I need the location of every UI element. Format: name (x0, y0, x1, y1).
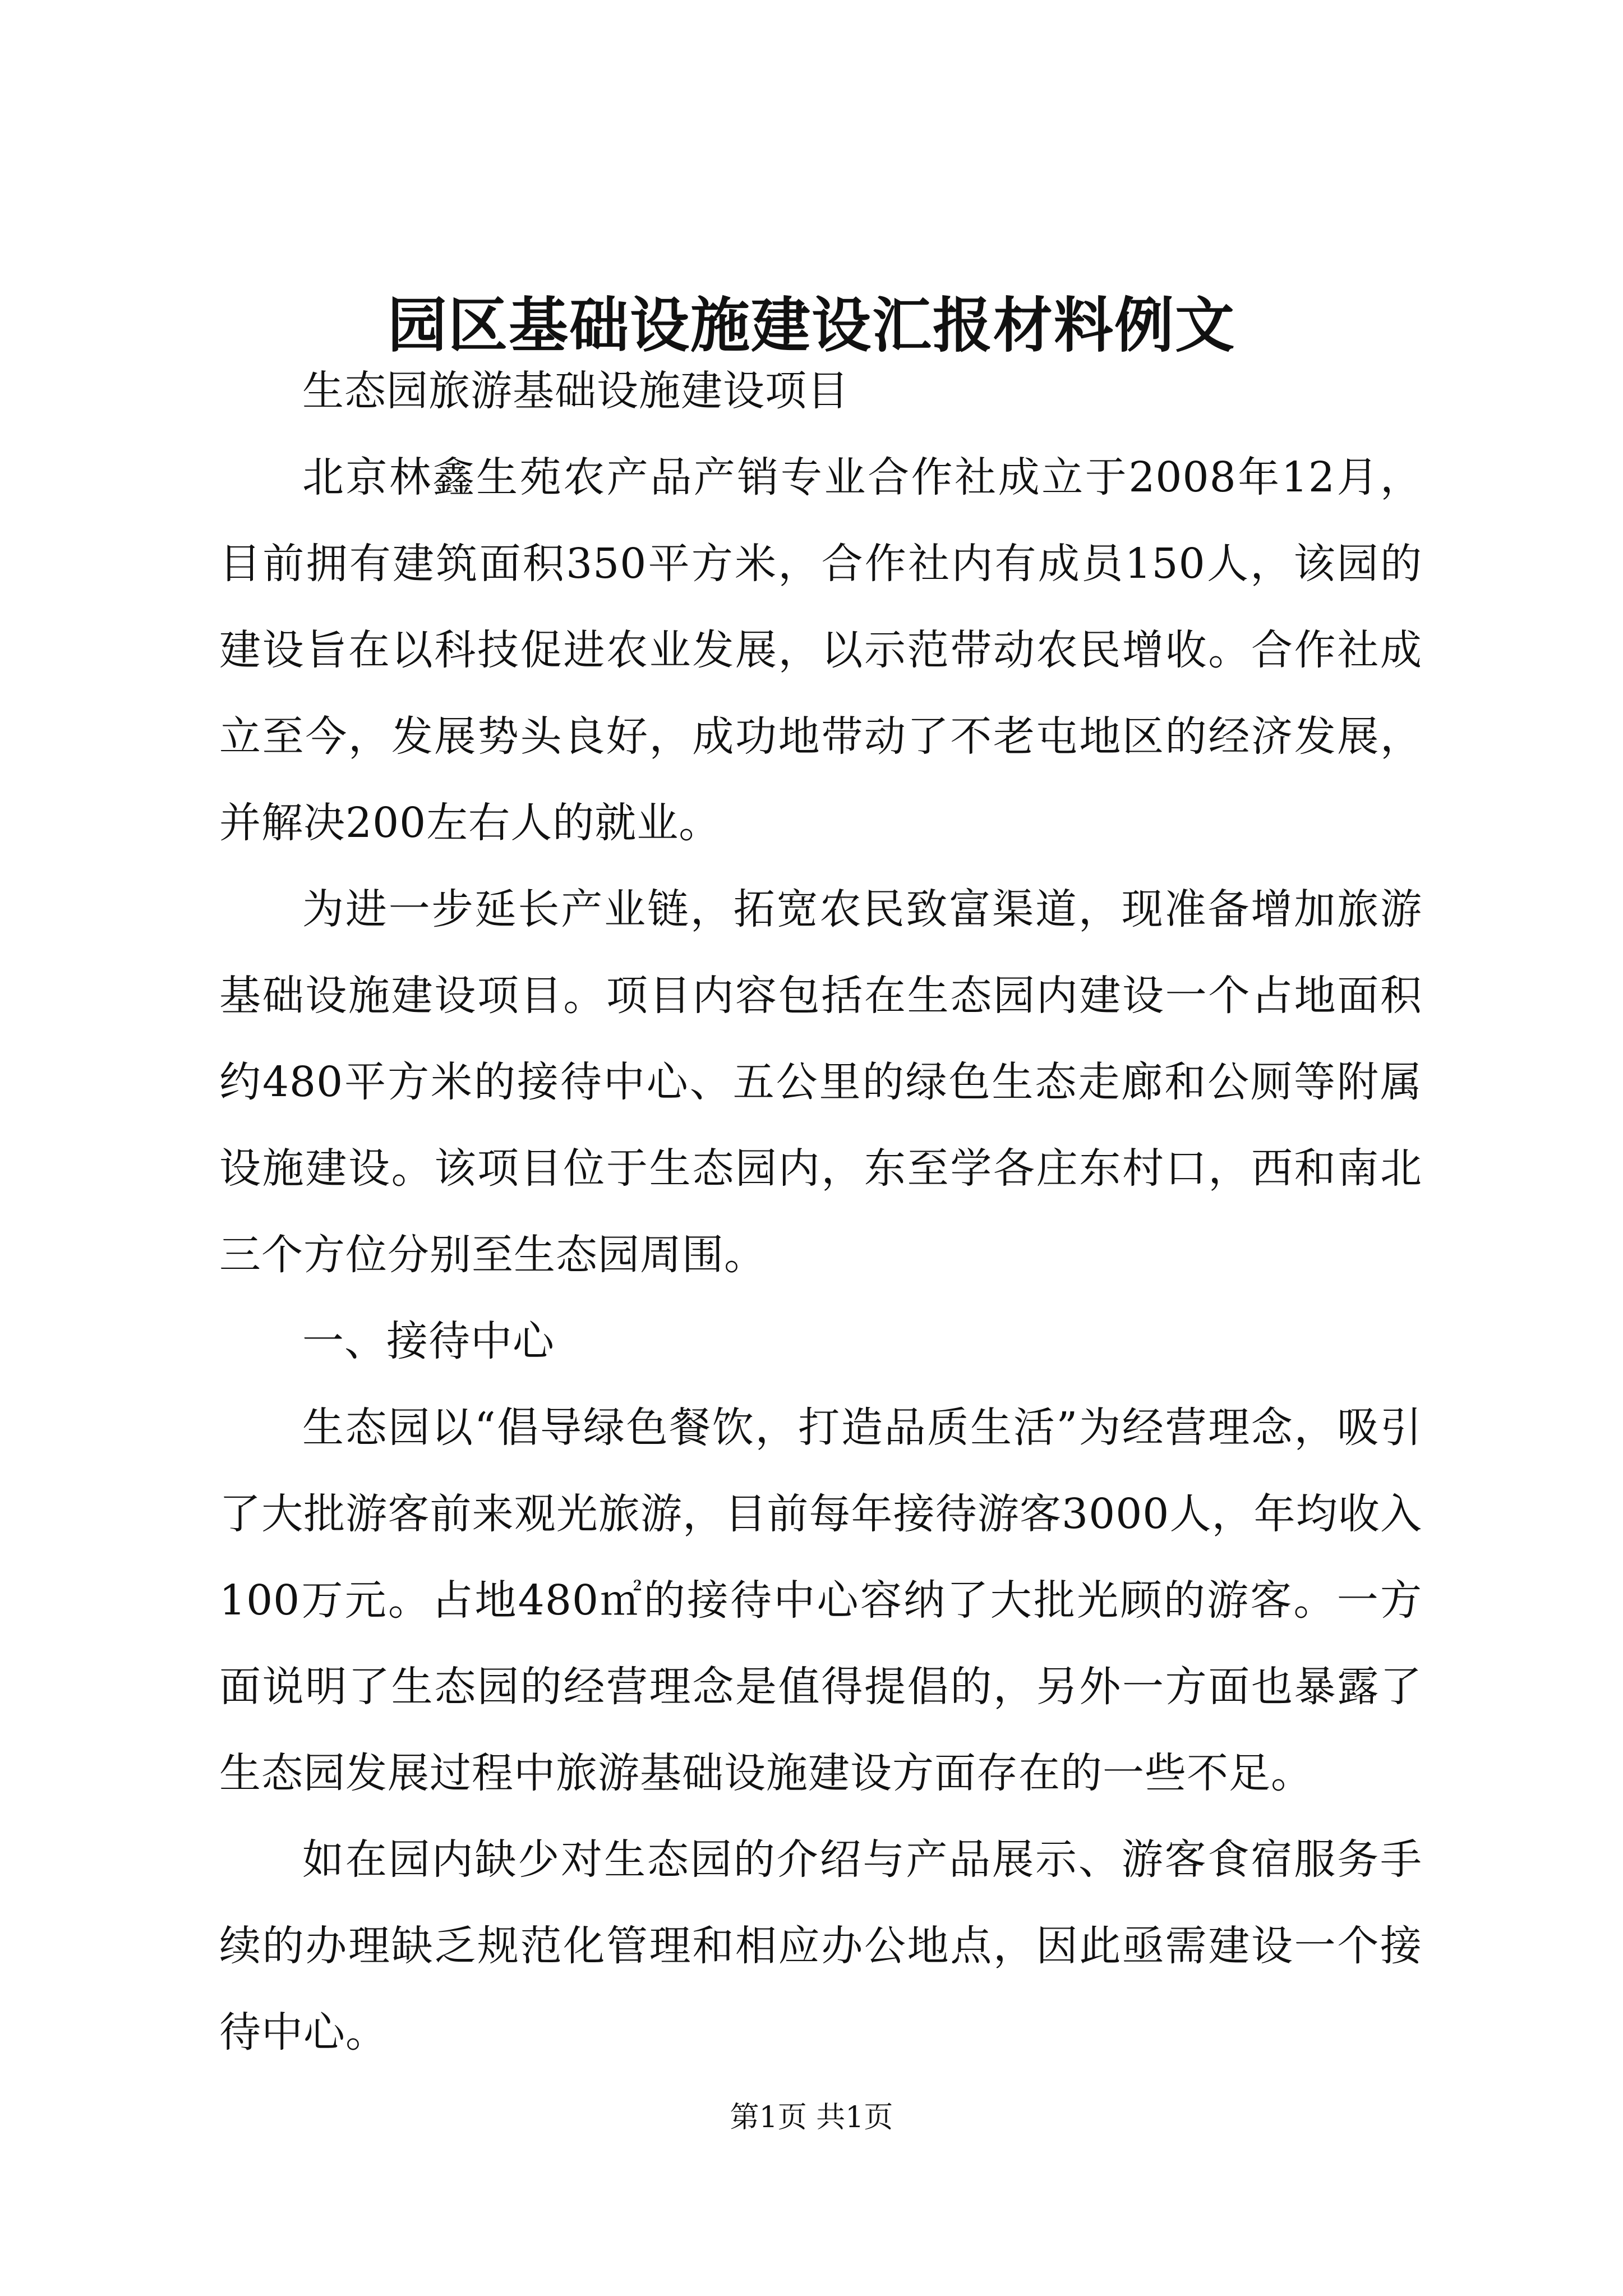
subtitle-paragraph: 生态园旅游基础设施建设项目 (302, 367, 849, 415)
body-paragraph: 生态园以“倡导绿色餐饮，打造品质生活”为经营理念，吸引了大批游客前来观光旅游，目前每年接待游客3000人，年均收入100万元。占地480㎡的接待中心容纳了大批光顾的游客。一方面说明了生态园的经营理念是值得提倡的，另外一方面也暴露了生态园发展过程中旅游基础设施建设方面存在的一些不足。 (219, 1404, 1422, 1797)
body-paragraph: 为进一步延长产业链，拓宽农民致富渠道，现准备增加旅游基础设施建设项目。项目内容包括在生态园内建设一个占地面积约480平方米的接待中心、五公里的绿色生态走廊和公厕等附属设施建设。该项目位于生态园内，东至学各庄东村口，西和南北三个方位分别至生态园周围。 (219, 885, 1422, 1279)
document-title: 园区基础设施建设汇报材料例文 (388, 290, 1235, 360)
section-heading: 一、接待中心 (302, 1317, 555, 1365)
page-number: 第1页 共1页 (730, 2101, 893, 2134)
page-footer (0, 2095, 1623, 2140)
document-body (219, 348, 1422, 2076)
body-paragraph: 北京林鑫生苑农产品产销专业合作社成立于2008年12月，目前拥有建筑面积350平方米，合作社内有成员150人，该园的建设旨在以科技促进农业发展，以示范带动农民增收。合作社成立至今，发展势头良好，成功地带动了不老屯地区的经济发展，并解决200左右人的就业。 (219, 453, 1422, 847)
body-paragraph: 如在园内缺少对生态园的介绍与产品展示、游客食宿服务手续的办理缺乏规范化管理和相应办公地点，因此亟需建设一个接待中心。 (219, 1835, 1422, 2056)
